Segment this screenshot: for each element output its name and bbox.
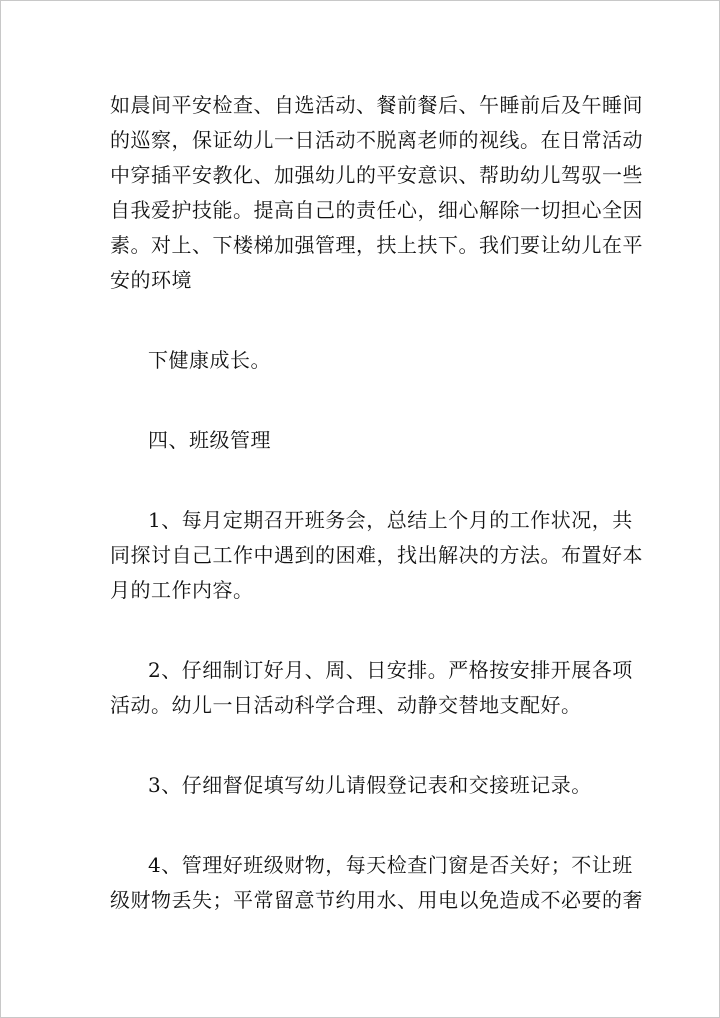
section-heading: 四、班级管理: [148, 428, 271, 452]
text-line: 活动。幼儿一日活动科学合理、动静交替地支配好。: [110, 693, 582, 717]
text-line: 2、仔细制订好月、周、日安排。严格按安排开展各项: [148, 658, 633, 682]
text-line: 3、仔细督促填写幼儿请假登记表和交接班记录。: [148, 773, 592, 797]
spacer: [110, 298, 612, 343]
list-item-2: [110, 653, 633, 723]
text-line: 级财物丢失；平常留意节约用水、用电以免造成不必要的奢: [110, 888, 643, 912]
text-line: 中穿插平安教化、加强幼儿的平安意识、帮助幼儿驾驭一些: [110, 163, 643, 187]
text-line: 月的工作内容。: [110, 578, 254, 602]
list-item-1: [110, 503, 643, 608]
spacer: [110, 458, 612, 503]
spacer: [110, 378, 612, 423]
text-line: 如晨间平安检查、自选活动、餐前餐后、午睡前后及午睡间: [110, 93, 643, 117]
list-item-4: [110, 848, 643, 918]
spacer: [110, 608, 612, 653]
spacer: [110, 803, 612, 848]
text-line: 同探讨自己工作中遇到的困难，找出解决的方法。布置好本: [110, 543, 643, 567]
list-item-3: [110, 768, 612, 803]
text-line: 下健康成长。: [148, 348, 271, 372]
text-line: 安的环境: [110, 268, 192, 292]
text-line: 4、管理好班级财物，每天检查门窗是否关好；不让班: [148, 853, 633, 877]
text-line: 自我爱护技能。提高自己的责任心，细心解除一切担心全因: [110, 198, 643, 222]
paragraph-continuation: [110, 343, 612, 378]
text-line: 素。对上、下楼梯加强管理，扶上扶下。我们要让幼儿在平: [110, 233, 643, 257]
spacer: [110, 723, 612, 768]
document-body: [110, 88, 643, 918]
paragraph-safety: [110, 88, 643, 298]
text-line: 1、每月定期召开班务会，总结上个月的工作状况，共: [148, 508, 633, 532]
text-line: 的巡察，保证幼儿一日活动不脱离老师的视线。在日常活动: [110, 128, 643, 152]
